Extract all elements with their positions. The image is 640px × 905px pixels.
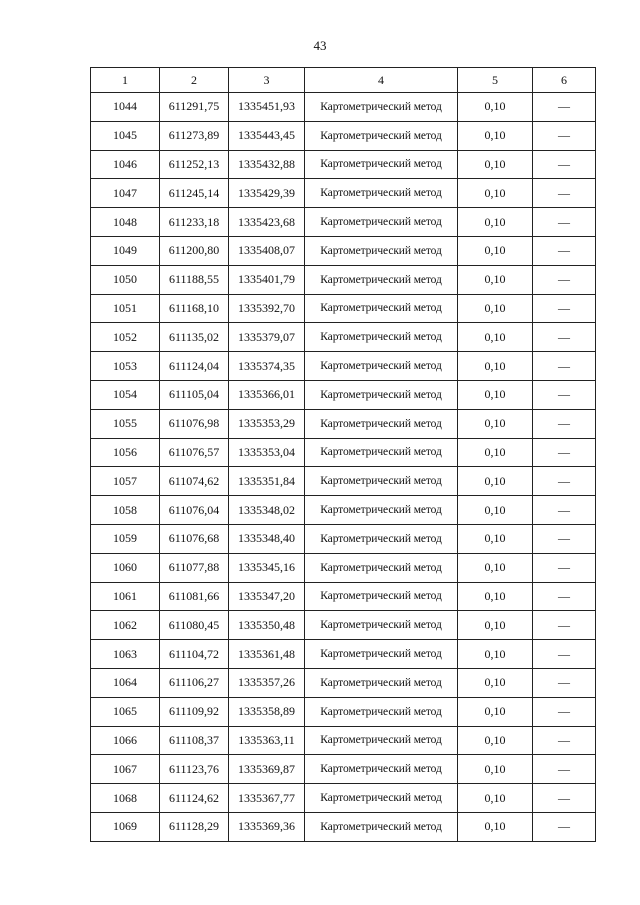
- method-cell: Картометрический метод: [305, 697, 458, 726]
- point-number-cell: 1057: [91, 467, 160, 496]
- description-cell: —: [533, 697, 596, 726]
- table-row: [91, 582, 596, 611]
- table-body: [91, 93, 596, 842]
- accuracy-cell: 0,10: [458, 352, 533, 381]
- table-row: [91, 524, 596, 553]
- accuracy-cell: 0,10: [458, 236, 533, 265]
- point-number-cell: 1059: [91, 524, 160, 553]
- accuracy-cell: 0,10: [458, 265, 533, 294]
- header-row: [91, 68, 596, 93]
- point-number-cell: 1044: [91, 93, 160, 122]
- description-cell: —: [533, 121, 596, 150]
- table-row: [91, 668, 596, 697]
- description-cell: —: [533, 553, 596, 582]
- accuracy-cell: 0,10: [458, 467, 533, 496]
- y-coordinate-cell: 1335429,39: [229, 179, 305, 208]
- x-coordinate-cell: 611081,66: [160, 582, 229, 611]
- point-number-cell: 1046: [91, 150, 160, 179]
- point-number-cell: 1050: [91, 265, 160, 294]
- table-row: [91, 380, 596, 409]
- x-coordinate-cell: 611233,18: [160, 208, 229, 237]
- description-cell: —: [533, 496, 596, 525]
- x-coordinate-cell: 611076,04: [160, 496, 229, 525]
- accuracy-cell: 0,10: [458, 755, 533, 784]
- method-cell: Картометрический метод: [305, 553, 458, 582]
- method-cell: Картометрический метод: [305, 582, 458, 611]
- method-cell: Картометрический метод: [305, 208, 458, 237]
- y-coordinate-cell: 1335379,07: [229, 323, 305, 352]
- accuracy-cell: 0,10: [458, 438, 533, 467]
- y-coordinate-cell: 1335401,79: [229, 265, 305, 294]
- point-number-cell: 1064: [91, 668, 160, 697]
- coordinates-table: [90, 67, 596, 842]
- x-coordinate-cell: 611245,14: [160, 179, 229, 208]
- y-coordinate-cell: 1335392,70: [229, 294, 305, 323]
- accuracy-cell: 0,10: [458, 582, 533, 611]
- column-header-3: 3: [229, 68, 305, 93]
- column-header-2: 2: [160, 68, 229, 93]
- point-number-cell: 1055: [91, 409, 160, 438]
- y-coordinate-cell: 1335361,48: [229, 640, 305, 669]
- x-coordinate-cell: 611188,55: [160, 265, 229, 294]
- y-coordinate-cell: 1335357,26: [229, 668, 305, 697]
- y-coordinate-cell: 1335432,88: [229, 150, 305, 179]
- y-coordinate-cell: 1335348,40: [229, 524, 305, 553]
- method-cell: Картометрический метод: [305, 93, 458, 122]
- y-coordinate-cell: 1335408,07: [229, 236, 305, 265]
- method-cell: Картометрический метод: [305, 265, 458, 294]
- y-coordinate-cell: 1335353,04: [229, 438, 305, 467]
- x-coordinate-cell: 611123,76: [160, 755, 229, 784]
- point-number-cell: 1056: [91, 438, 160, 467]
- method-cell: Картометрический метод: [305, 784, 458, 813]
- table-row: [91, 323, 596, 352]
- description-cell: —: [533, 582, 596, 611]
- accuracy-cell: 0,10: [458, 294, 533, 323]
- accuracy-cell: 0,10: [458, 640, 533, 669]
- y-coordinate-cell: 1335443,45: [229, 121, 305, 150]
- x-coordinate-cell: 611077,88: [160, 553, 229, 582]
- description-cell: —: [533, 784, 596, 813]
- table-row: [91, 409, 596, 438]
- y-coordinate-cell: 1335369,87: [229, 755, 305, 784]
- point-number-cell: 1067: [91, 755, 160, 784]
- table-row: [91, 812, 596, 841]
- x-coordinate-cell: 611168,10: [160, 294, 229, 323]
- point-number-cell: 1061: [91, 582, 160, 611]
- x-coordinate-cell: 611076,57: [160, 438, 229, 467]
- table-row: [91, 150, 596, 179]
- table-row: [91, 236, 596, 265]
- description-cell: —: [533, 93, 596, 122]
- description-cell: —: [533, 294, 596, 323]
- accuracy-cell: 0,10: [458, 668, 533, 697]
- point-number-cell: 1066: [91, 726, 160, 755]
- table-row: [91, 496, 596, 525]
- table-row: [91, 265, 596, 294]
- x-coordinate-cell: 611124,04: [160, 352, 229, 381]
- x-coordinate-cell: 611108,37: [160, 726, 229, 755]
- point-number-cell: 1058: [91, 496, 160, 525]
- description-cell: —: [533, 208, 596, 237]
- y-coordinate-cell: 1335374,35: [229, 352, 305, 381]
- method-cell: Картометрический метод: [305, 496, 458, 525]
- column-header-4: 4: [305, 68, 458, 93]
- accuracy-cell: 0,10: [458, 93, 533, 122]
- method-cell: Картометрический метод: [305, 668, 458, 697]
- accuracy-cell: 0,10: [458, 553, 533, 582]
- table-row: [91, 121, 596, 150]
- point-number-cell: 1051: [91, 294, 160, 323]
- x-coordinate-cell: 611135,02: [160, 323, 229, 352]
- column-header-1: 1: [91, 68, 160, 93]
- method-cell: Картометрический метод: [305, 755, 458, 784]
- y-coordinate-cell: 1335348,02: [229, 496, 305, 525]
- x-coordinate-cell: 611109,92: [160, 697, 229, 726]
- description-cell: —: [533, 812, 596, 841]
- page-number: 43: [313, 38, 327, 53]
- description-cell: —: [533, 467, 596, 496]
- description-cell: —: [533, 668, 596, 697]
- description-cell: —: [533, 524, 596, 553]
- accuracy-cell: 0,10: [458, 121, 533, 150]
- y-coordinate-cell: 1335367,77: [229, 784, 305, 813]
- accuracy-cell: 0,10: [458, 409, 533, 438]
- table-row: [91, 294, 596, 323]
- y-coordinate-cell: 1335366,01: [229, 380, 305, 409]
- accuracy-cell: 0,10: [458, 496, 533, 525]
- description-cell: —: [533, 755, 596, 784]
- x-coordinate-cell: 611105,04: [160, 380, 229, 409]
- method-cell: Картометрический метод: [305, 409, 458, 438]
- table-row: [91, 640, 596, 669]
- point-number-cell: 1062: [91, 611, 160, 640]
- method-cell: Картометрический метод: [305, 294, 458, 323]
- table-row: [91, 784, 596, 813]
- accuracy-cell: 0,10: [458, 179, 533, 208]
- table-row: [91, 553, 596, 582]
- description-cell: —: [533, 179, 596, 208]
- point-number-cell: 1060: [91, 553, 160, 582]
- description-cell: —: [533, 323, 596, 352]
- method-cell: Картометрический метод: [305, 380, 458, 409]
- accuracy-cell: 0,10: [458, 812, 533, 841]
- description-cell: —: [533, 265, 596, 294]
- x-coordinate-cell: 611076,98: [160, 409, 229, 438]
- point-number-cell: 1045: [91, 121, 160, 150]
- accuracy-cell: 0,10: [458, 611, 533, 640]
- table-row: [91, 697, 596, 726]
- method-cell: Картометрический метод: [305, 726, 458, 755]
- column-header-5: 5: [458, 68, 533, 93]
- description-cell: —: [533, 409, 596, 438]
- point-number-cell: 1063: [91, 640, 160, 669]
- x-coordinate-cell: 611074,62: [160, 467, 229, 496]
- method-cell: Картометрический метод: [305, 611, 458, 640]
- y-coordinate-cell: 1335358,89: [229, 697, 305, 726]
- table-row: [91, 208, 596, 237]
- accuracy-cell: 0,10: [458, 323, 533, 352]
- description-cell: —: [533, 640, 596, 669]
- x-coordinate-cell: 611104,72: [160, 640, 229, 669]
- table-row: [91, 438, 596, 467]
- x-coordinate-cell: 611252,13: [160, 150, 229, 179]
- table-row: [91, 352, 596, 381]
- table-row: [91, 93, 596, 122]
- x-coordinate-cell: 611128,29: [160, 812, 229, 841]
- method-cell: Картометрический метод: [305, 236, 458, 265]
- method-cell: Картометрический метод: [305, 179, 458, 208]
- method-cell: Картометрический метод: [305, 812, 458, 841]
- table-row: [91, 611, 596, 640]
- description-cell: —: [533, 352, 596, 381]
- method-cell: Картометрический метод: [305, 524, 458, 553]
- method-cell: Картометрический метод: [305, 121, 458, 150]
- y-coordinate-cell: 1335451,93: [229, 93, 305, 122]
- accuracy-cell: 0,10: [458, 726, 533, 755]
- method-cell: Картометрический метод: [305, 150, 458, 179]
- y-coordinate-cell: 1335345,16: [229, 553, 305, 582]
- accuracy-cell: 0,10: [458, 208, 533, 237]
- method-cell: Картометрический метод: [305, 352, 458, 381]
- method-cell: Картометрический метод: [305, 323, 458, 352]
- point-number-cell: 1049: [91, 236, 160, 265]
- accuracy-cell: 0,10: [458, 150, 533, 179]
- table-row: [91, 179, 596, 208]
- x-coordinate-cell: 611200,80: [160, 236, 229, 265]
- x-coordinate-cell: 611106,27: [160, 668, 229, 697]
- y-coordinate-cell: 1335347,20: [229, 582, 305, 611]
- accuracy-cell: 0,10: [458, 524, 533, 553]
- x-coordinate-cell: 611291,75: [160, 93, 229, 122]
- point-number-cell: 1065: [91, 697, 160, 726]
- point-number-cell: 1069: [91, 812, 160, 841]
- method-cell: Картометрический метод: [305, 438, 458, 467]
- point-number-cell: 1047: [91, 179, 160, 208]
- point-number-cell: 1068: [91, 784, 160, 813]
- description-cell: —: [533, 150, 596, 179]
- column-header-6: 6: [533, 68, 596, 93]
- table-row: [91, 755, 596, 784]
- x-coordinate-cell: 611076,68: [160, 524, 229, 553]
- description-cell: —: [533, 438, 596, 467]
- table-row: [91, 467, 596, 496]
- y-coordinate-cell: 1335369,36: [229, 812, 305, 841]
- accuracy-cell: 0,10: [458, 380, 533, 409]
- y-coordinate-cell: 1335350,48: [229, 611, 305, 640]
- description-cell: —: [533, 726, 596, 755]
- method-cell: Картометрический метод: [305, 640, 458, 669]
- table-row: [91, 726, 596, 755]
- x-coordinate-cell: 611080,45: [160, 611, 229, 640]
- description-cell: —: [533, 611, 596, 640]
- x-coordinate-cell: 611124,62: [160, 784, 229, 813]
- description-cell: —: [533, 236, 596, 265]
- description-cell: —: [533, 380, 596, 409]
- x-coordinate-cell: 611273,89: [160, 121, 229, 150]
- point-number-cell: 1053: [91, 352, 160, 381]
- accuracy-cell: 0,10: [458, 697, 533, 726]
- y-coordinate-cell: 1335363,11: [229, 726, 305, 755]
- y-coordinate-cell: 1335353,29: [229, 409, 305, 438]
- method-cell: Картометрический метод: [305, 467, 458, 496]
- point-number-cell: 1048: [91, 208, 160, 237]
- y-coordinate-cell: 1335423,68: [229, 208, 305, 237]
- point-number-cell: 1052: [91, 323, 160, 352]
- y-coordinate-cell: 1335351,84: [229, 467, 305, 496]
- point-number-cell: 1054: [91, 380, 160, 409]
- accuracy-cell: 0,10: [458, 784, 533, 813]
